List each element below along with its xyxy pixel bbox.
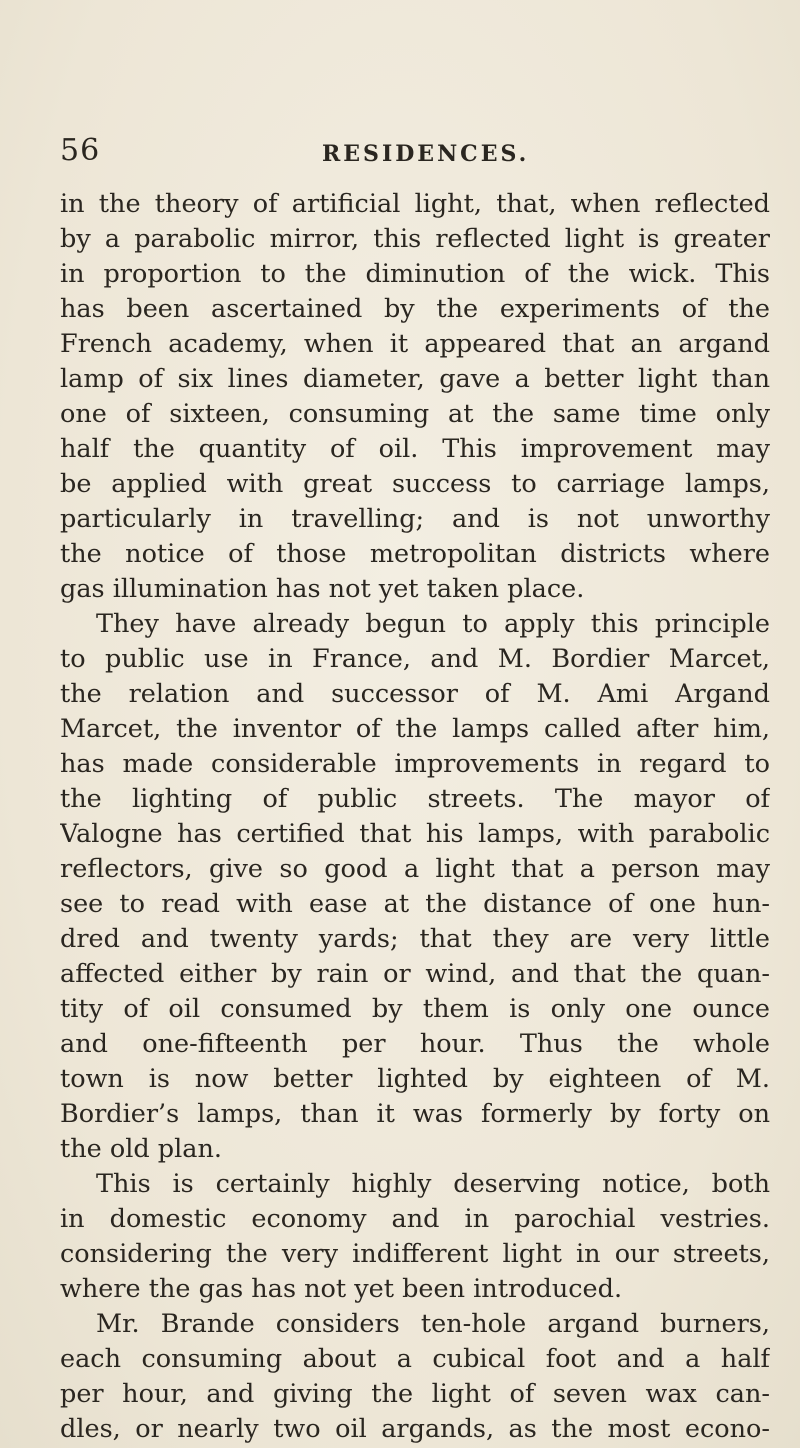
- page-header: [60, 133, 760, 173]
- text-line: in proportion to the diminution of the wick. This: [60, 259, 770, 289]
- text-line: Bordier’s lamps, than it was formerly by forty on: [60, 1099, 770, 1129]
- text-line: each consuming about a cubical foot and a half: [60, 1344, 770, 1374]
- text-line: half the quantity of oil. This improvement may: [60, 434, 770, 464]
- text-line: Marcet, the inventor of the lamps called after him,: [60, 714, 770, 744]
- text-line: the old plan.: [60, 1134, 223, 1164]
- text-line: the notice of those metropolitan districts where: [60, 539, 770, 569]
- text-line: has been ascertained by the experiments of the: [60, 294, 770, 324]
- text-line: dred and twenty yards; that they are very little: [60, 924, 770, 954]
- text-line: dles, or nearly two oil argands, as the most econo-: [60, 1414, 770, 1444]
- text-line: This is certainly highly deserving notice, both: [96, 1169, 770, 1199]
- text-line: tity of oil consumed by them is only one ounce: [60, 994, 770, 1024]
- text-line: has made considerable improvements in regard to: [60, 749, 770, 779]
- text-line: where the gas has not yet been introduced.: [60, 1274, 623, 1304]
- text-line: be applied with great success to carriage lamps,: [60, 469, 770, 499]
- running-title: RESIDENCES.: [322, 141, 530, 167]
- text-line: in domestic economy and in parochial vestries.: [60, 1204, 770, 1234]
- text-line: French academy, when it appeared that an argand: [60, 329, 770, 359]
- text-line: affected either by rain or wind, and that the quan-: [60, 959, 770, 989]
- text-line: the lighting of public streets. The mayor of: [60, 784, 770, 814]
- text-line: by a parabolic mirror, this reflected light is greater: [60, 224, 770, 254]
- text-line: in the theory of artificial light, that, when reflected: [60, 189, 770, 219]
- text-line: particularly in travelling; and is not unworthy: [60, 504, 770, 534]
- text-line: gas illumination has not yet taken place.: [60, 574, 585, 604]
- text-line: and one-fifteenth per hour. Thus the whole: [60, 1029, 770, 1059]
- text-line: to public use in France, and M. Bordier Marcet,: [60, 644, 770, 674]
- text-line: town is now better lighted by eighteen of M.: [60, 1064, 770, 1094]
- text-line: lamp of six lines diameter, gave a better light than: [60, 364, 770, 394]
- text-line: one of sixteen, consuming at the same time only: [60, 399, 770, 429]
- text-line: reflectors, give so good a light that a person may: [60, 854, 770, 884]
- text-line: considering the very indifferent light in our streets,: [60, 1239, 770, 1269]
- text-line: the relation and successor of M. Ami Argand: [60, 679, 770, 709]
- body-text: [60, 187, 770, 1447]
- text-line: They have already begun to apply this principle: [96, 609, 770, 639]
- text-line: Mr. Brande considers ten-hole argand burners,: [96, 1309, 770, 1339]
- text-line: see to read with ease at the distance of one hun-: [60, 889, 770, 919]
- page-number: 56: [60, 133, 101, 168]
- text-line: per hour, and giving the light of seven wax can-: [60, 1379, 770, 1409]
- text-line: Valogne has certified that his lamps, with parabolic: [60, 819, 770, 849]
